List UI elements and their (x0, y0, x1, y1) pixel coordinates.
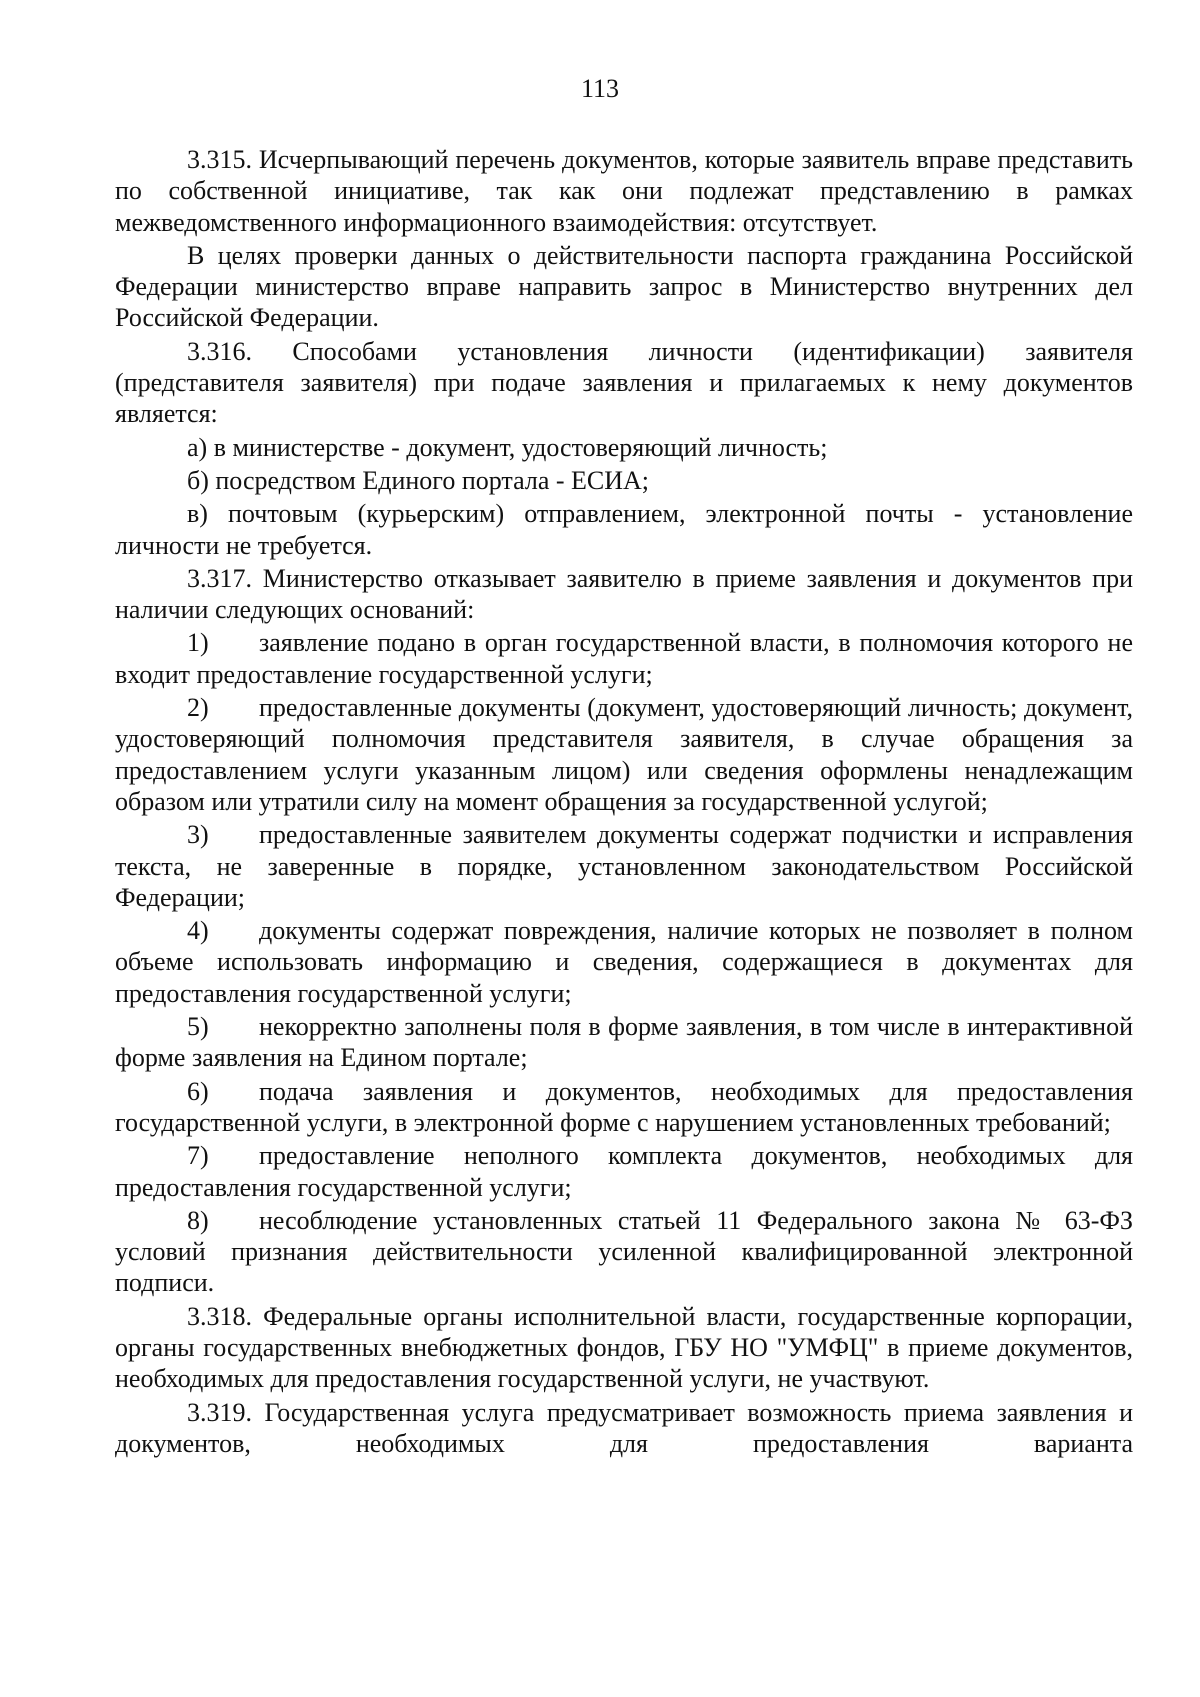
paragraph-3-316-v: в) почтовым (курьерским) отправлением, электронной почты - установление личности не требуется. (115, 499, 1133, 560)
paragraph-3-315: 3.315. Исчерпывающий перечень документов, которые заявитель вправе представить по собственной инициативе, так как они подлежат представлению в рамках межведомственного информационного взаимодействия: отсутствует. (115, 145, 1133, 237)
page-number: 113 (580, 74, 620, 103)
paragraph-3-319: 3.319. Государственная услуга предусматривает возможность приема заявления и документов, необходимых для предоставления варианта (115, 1397, 1133, 1458)
ground-text: предоставленные документы (документ, удостоверяющий личность; документ, удостоверяющий полномочия представителя заявителя, в случае обращения за предоставлением услуги указанным лицом) или сведения оформлены ненадлежащим образом или утратили силу на момент обращения за государственной услугой; (115, 693, 1133, 816)
ground-item-8 (115, 1205, 1133, 1299)
ground-item-4 (115, 915, 1133, 1009)
ground-text: некорректно заполнены поля в форме заявления, в том числе в интерактивной форме заявления на Едином портале; (115, 1012, 1133, 1073)
ground-number: 1) (187, 628, 209, 658)
paragraph-3-317: 3.317. Министерство отказывает заявителю в приеме заявления и документов при наличии следующих оснований: (115, 563, 1133, 625)
ground-number: 4) (187, 916, 209, 946)
paragraph-passport-check: В целях проверки данных о действительности паспорта гражданина Российской Федерации министерство вправе направить запрос в Министерство внутренних дел Российской Федерации. (115, 240, 1133, 333)
ground-text: предоставленные заявителем документы содержат подчистки и исправления текста, не заверенные в порядке, установленном законодательством Российской Федерации; (115, 820, 1133, 912)
ground-number: 8) (187, 1205, 209, 1235)
ground-number: 6) (187, 1076, 209, 1106)
ground-text: заявление подано в орган государственной власти, в полномочия которого не входит предоставление государственной услуги; (115, 628, 1133, 689)
ground-number: 7) (187, 1141, 209, 1171)
ground-item-7 (115, 1140, 1133, 1203)
ground-number: 2) (187, 693, 209, 723)
ground-text: документы содержат повреждения, наличие которых не позволяет в полном объеме использовать информацию и сведения, содержащиеся в документах для предоставления государственной услуги; (115, 916, 1133, 1008)
ground-text: подача заявления и документов, необходимых для предоставления государственной услуги, в электронной форме с нарушением установленных требований; (115, 1076, 1133, 1137)
ground-item-6 (115, 1076, 1133, 1139)
ground-number: 3) (187, 820, 209, 850)
paragraph-3-316: 3.316. Способами установления личности (идентификации) заявителя (представителя заявителя) при подаче заявления и прилагаемых к нему документов является: (115, 336, 1133, 429)
ground-item-1 (115, 627, 1133, 690)
paragraph-3-316-b: б) посредством Единого портала - ЕСИА; (187, 465, 650, 495)
paragraph-3-318: 3.318. Федеральные органы исполнительной власти, государственные корпорации, органы государственных внебюджетных фондов, ГБУ НО "УМФЦ" в приеме документов, необходимых для предоставления государственной услуги, не участвуют. (115, 1301, 1133, 1394)
ground-item-3 (115, 819, 1133, 913)
ground-item-2 (115, 692, 1133, 817)
ground-number: 5) (187, 1012, 209, 1042)
document-body (115, 144, 1133, 1461)
paragraph-3-316-a: а) в министерстве - документ, удостоверяющий личность; (187, 432, 828, 462)
ground-text: предоставление неполного комплекта документов, необходимых для предоставления государственной услуги; (115, 1141, 1133, 1202)
ground-item-5 (115, 1011, 1133, 1074)
ground-text: несоблюдение установленных статьей 11 Федерального закона № 63-ФЗ условий признания действительности усиленной квалифицированной электронной подписи. (115, 1205, 1133, 1298)
